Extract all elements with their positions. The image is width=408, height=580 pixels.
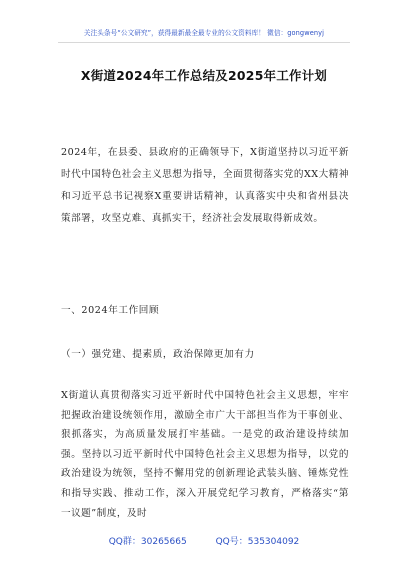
section-heading: 一、2024年工作回顾 <box>61 305 160 316</box>
footer-qq-number: QQ号：535304092 <box>215 537 300 547</box>
document-title: X街道2024年工作总结及2025年工作计划 <box>80 68 328 83</box>
body-paragraph: X街道认真贯彻落实习近平新时代中国特色社会主义思想，牢牢把握政治建设统领作用，激励全市广大干部担当作为干事创业、狠抓落实，为高质量发展打牢基础。一是党的政治建设持续加强。坚持以习近平新时代中国特色社会主义思想为指导，以党的政治建设为统领，坚持不懈用党的创新理论武装头脑、锤炼党性和指导实践、推动工作，深入开展党纪学习教育，严格落实“第一议题”制度，及时 <box>61 390 349 519</box>
subsection-heading: （一）强党建、提素质，政治保障更加有力 <box>61 349 255 360</box>
intro-paragraph: 2024年，在县委、县政府的正确领导下，X街道坚持以习近平新时代中国特色社会主义思想为指导，全面贯彻落实党的XX大精神和习近平总书记视察X重要讲话精神，认真落实中央和省州县决策部署，攻坚克难、真抓实干，经济社会发展取得新成效。 <box>61 147 349 224</box>
footer-contacts <box>0 534 408 547</box>
header-divider <box>58 42 350 43</box>
footer-qq-group: QQ群：30265665 <box>108 537 187 547</box>
header-notice: 关注头条号“公文研究”，获得最新最全最专业的公文资料库！ 微信：gongwenyj <box>83 29 325 37</box>
